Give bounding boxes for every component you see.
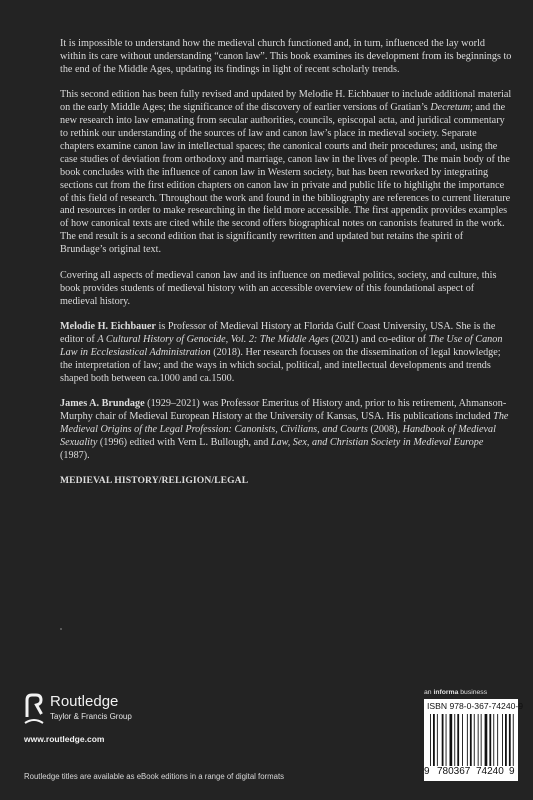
- isbn-label: ISBN 978-0-367-74240-9: [427, 701, 524, 711]
- publisher-group: Taylor & Francis Group: [50, 712, 132, 721]
- author-name: James A. Brundage: [60, 398, 145, 410]
- decorative-dot: [60, 628, 62, 630]
- italic-title: Law, Sex, and Christian Society in Medieval Europe: [270, 436, 484, 448]
- text-run: (1929–2021) was Professor Emeritus of History and, prior to his retirement, Ahmanson-Murphy chair of Medieval European History at the University of Kansas, USA. His publications included: [60, 398, 507, 423]
- italic-title: A Cultural History of Genocide, Vol. 2: The Middle Ages: [97, 333, 329, 345]
- italic-title: Decretum: [430, 102, 471, 114]
- bio-brundage: [60, 398, 512, 463]
- text-run: business: [458, 689, 488, 696]
- author-name: Melodie H. Eichbauer: [60, 321, 156, 332]
- text-run: (2018). Her research focuses on the dissemination of legal knowledge; the interpretation of law; and the ways in which social, political, and intellectual developments and trends shaped both between ca.1000 and ca.1500.: [60, 346, 501, 384]
- ebook-note: Routledge titles are available as eBook editions in a range of digital formats: [24, 772, 285, 781]
- text-run: (1987).: [60, 449, 90, 461]
- barcode-icon: [430, 714, 514, 766]
- publisher-name: Routledge: [50, 693, 119, 710]
- text-run: an: [424, 689, 434, 696]
- text-run: (2021) and co-editor of: [328, 333, 429, 345]
- coverage-paragraph: Covering all aspects of medieval canon law and its influence on medieval politics, society, and culture, this book provides students of medieval history with an accessible overview of this foundational aspect of medieval history.: [60, 269, 497, 307]
- text-run: (1996) edited with Vern L. Bullough, and: [97, 436, 271, 448]
- intro-paragraph: It is impossible to understand how the medieval church functioned and, in turn, influenced the lay world within its care without understanding “canon law”. This book examines its development from its beginnings to the end of the Middle Ages, updating its findings in light of recent scholarly trends.: [60, 38, 512, 75]
- barcode-digit-group-1: 780367: [437, 766, 471, 777]
- barcode-digit-lead: 9: [424, 766, 430, 777]
- text-run: This second edition has been fully revised and updated by Melodie H. Eichbauer to include additional material on the early Middle Ages; the significance of the discovery of earlier versions of Gratian’s: [60, 89, 512, 114]
- second-edition-paragraph: [60, 89, 512, 257]
- text-run: (2008),: [367, 423, 403, 435]
- publisher-website: www.routledge.com: [24, 734, 105, 744]
- bio-eichbauer: [60, 321, 512, 386]
- back-cover-text: [60, 38, 512, 501]
- text-run: ; and the new research into law emanating from secular authorities, councils, episcopal acta, and juridical commentary to rethink our understanding of the sources of law and canon law’s place in medieval society. Separate chapters examine canon law in intellectual spaces; the canonical courts and their procedures; and, using the case studies of deviation from orthodoxy and marriage, canon law in the lives of people. The main body of the book concludes with the influence of canon law in Western society, but has been reworked by integrating sections cut from the first edition chapters on canon law in private and public life to highlight the importance of this field of research. Throughout the work and found in the bibliography are references to current literature and resources in order to make researching in the field more accessible. The first appendix provides examples of how canonical texts are cited while the second offers biographical notes on canonists featured in the work. The end result is a second edition that is significantly rewritten and updated but retains the spirit of Brundage’s original text.: [60, 102, 511, 256]
- routledge-logo-icon: [24, 693, 44, 725]
- italic-title: Handbook of Medieval Sexuality: [60, 423, 496, 448]
- barcode-digit-group-2: 74240: [476, 766, 504, 777]
- subject-category: MEDIEVAL HISTORY/RELIGION/LEGAL: [60, 475, 249, 487]
- italic-title: The Medieval Origins of the Legal Profession: Canonists, Civilians, and Courts: [60, 411, 509, 435]
- barcode-digit-check: 9: [509, 766, 515, 777]
- barcode-panel: [424, 699, 524, 781]
- text-run: is Professor of Medieval History at Florida Gulf Coast University, USA. She is the editor of: [60, 321, 496, 345]
- informa-business: [424, 689, 487, 696]
- informa-brand: informa: [433, 689, 459, 696]
- italic-title: The Use of Canon Law in Ecclesiastical Administration: [60, 333, 503, 358]
